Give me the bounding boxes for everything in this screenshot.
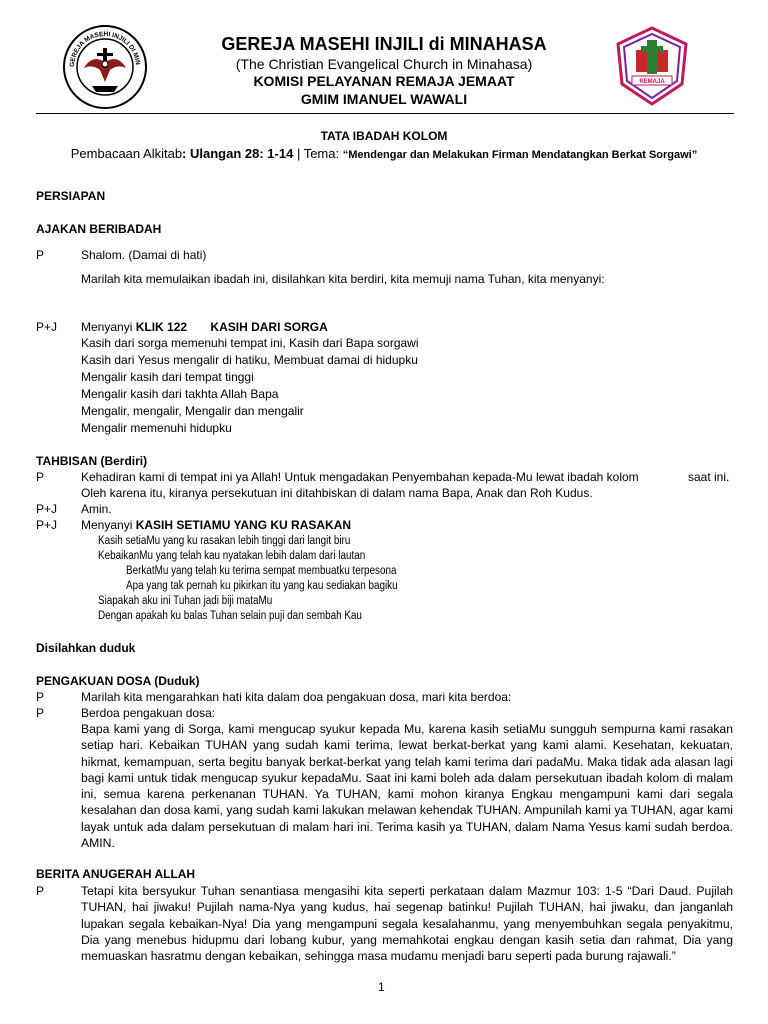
page-number: 1 — [378, 980, 385, 994]
pengakuan-line-2: Berdoa pengakuan dosa: — [81, 706, 216, 720]
tahbisan-line-2: Oleh karena itu, kiranya persekutuan ini ditahbiskan di dalam nama Bapa, Anak dan Roh Kudus. — [81, 486, 593, 500]
section-tahbisan: TAHBISAN (Berdiri) — [36, 454, 148, 468]
svg-text:GEREJA MASEHI INJILI DI MINAHA: GEREJA MASEHI INJILI DI MIN — [68, 30, 141, 68]
song-line: Kasih dari Yesus mengalir di hatiku, Membuat damai di hidupku — [81, 353, 418, 367]
reading-theme: “Mendengar dan Melakukan Firman Mendatangkan Berkat Sorgawi” — [342, 149, 698, 161]
role-label: P — [36, 884, 45, 898]
commission-name: KOMISI PELAYANAN REMAJA JEMAAT — [253, 73, 515, 89]
confession-prayer: Bapa kami yang di Sorga, kami mengucap syukur kepada Mu, karena kasih setiaMu sungguh sempurna kami rasakan setiap hari. Kebaikan TUHAN yang sudah kami terima, lewat berkat-berkat yang kami alami. Kesehatan, kekuatan, hikmat, kemampuan, serta begitu banyak berkat-berkat yang telah kami terima dari padaMu. Maka tidak ada alasan lagi bagi kami untuk tidak mengucap syukur kepadaMu. Saat ini kami boleh ada dalam persekutuan ibadah kolom di malam ini, semua karena perkenanan TUHAN. Ya TUHAN, kami mohon kiranya Engkau mengampuni kami dari segala kesalahan dan dosa kami, yang sudah kami lakukan melawan kehendak TUHAN. Ampunilah kami ya TUHAN, agar kami layak untuk ada dalam persekutuan di malam hari ini. Terima kasih ya TUHAN, dalam Nama Yesus kami sudah berdoa. AMIN. — [81, 722, 733, 851]
section-ajakan: AJAKAN BERIBADAH — [36, 222, 162, 236]
reading-colon: : — [182, 146, 190, 161]
section-berita: BERITA ANUGERAH ALLAH — [36, 867, 196, 881]
church-name-english: (The Christian Evangelical Church in Minahasa) — [235, 56, 533, 72]
role-label: P — [36, 248, 45, 262]
song2-heading — [81, 517, 351, 533]
tahbisan-line-1: Kehadiran kami di tempat ini ya Allah! Untuk mengadakan Penyembahan kepada-Mu lewat ibadah kolom — [81, 470, 639, 484]
role-label: P+J — [36, 518, 58, 532]
song-line: BerkatMu yang telah ku terima sempat membuatku terpesona — [126, 565, 397, 577]
congregation-name: GMIM IMANUEL WAWALI — [300, 91, 468, 107]
role-label: P — [36, 470, 45, 484]
document-title: TATA IBADAH KOLOM — [320, 129, 448, 143]
role-label: P — [36, 706, 45, 720]
song-title: KASIH DARI SORGA — [210, 320, 328, 334]
song-line: Mengalir, mengalir, Mengalir dan mengalir — [81, 404, 304, 418]
song-line: Mengalir kasih dari tempat tinggi — [81, 370, 254, 384]
header-divider — [36, 113, 734, 114]
reading-line — [0, 146, 768, 163]
ajakan-line-1: Shalom. (Damai di hati) — [81, 248, 207, 262]
song-line: Dengan apakah ku balas Tuhan selain puji dan sembah Kau — [98, 610, 362, 622]
section-persiapan: PERSIAPAN — [36, 189, 106, 203]
role-label: P+J — [36, 320, 58, 334]
pengakuan-line-1: Marilah kita mengarahkan hati kita dalam doa pengakuan dosa, mari kita berdoa: — [81, 690, 512, 704]
section-pengakuan: PENGAKUAN DOSA (Duduk) — [36, 674, 200, 688]
song-intro: Menyanyi — [81, 518, 136, 532]
role-label: P+J — [36, 502, 58, 516]
song-title: KASIH SETIAMU YANG KU RASAKAN — [135, 518, 352, 532]
song-line: Kasih dari sorga memenuhi tempat ini, Kasih dari Bapa sorgawi — [81, 336, 419, 350]
song-line: Kasih setiaMu yang ku rasakan lebih tinggi dari langit biru — [98, 535, 351, 547]
amin-response: Amin. — [81, 502, 112, 516]
reading-label: Pembacaan Alkitab — [70, 146, 183, 161]
reading-reference: Ulangan 28: 1-14 — [190, 146, 294, 161]
berita-text: Tetapi kita bersyukur Tuhan senantiasa mengasihi kita seperti perkataan dalam Mazmur 103: 1-5 “Dari Daud. Pujilah TUHAN, hai jiwaku! Pujilah nama-Nya yang kudus, hai segenap batinku! Pujilah TUHAN, hai jiwaku, dan janganlah lupakan segala kebaikan-Nya! Dia yang mengampuni segala kesalahanmu, yang menyembuhkan segala penyakitmu, Dia yang menebus hidupmu dari lobang kubur, yang memahkotai engkau dengan kasih setia dan rahmat, Dia yang memuaskan hasratmu dengan kebaikan, sehingga masa mudamu menjadi baru seperti pada burung rajawali.” — [81, 884, 733, 964]
church-name: GEREJA MASEHI INJILI di MINAHASA — [221, 34, 547, 54]
song-intro: Menyanyi — [81, 320, 136, 334]
tahbisan-line-1-end: saat ini. — [688, 470, 730, 484]
reading-separator: | Tema: — [293, 146, 343, 161]
role-label: P — [36, 690, 45, 704]
song-number: KLIK 122 — [135, 320, 188, 334]
song-line: Siapakah aku ini Tuhan jadi biji mataMu — [98, 595, 273, 607]
ajakan-line-2: Marilah kita memulaikan ibadah ini, disilahkan kita berdiri, kita memuji nama Tuhan, kita menyanyi: — [81, 272, 605, 286]
song-line: Mengalir memenuhi hidupku — [81, 421, 232, 435]
song1-heading — [81, 319, 328, 335]
svg-text:REMAJA: REMAJA — [639, 79, 665, 85]
instruction-duduk: Disilahkan duduk — [36, 641, 136, 655]
song-line: Apa yang tak pernah ku pikirkan itu yang kau sediakan bagiku — [126, 580, 398, 592]
song-line: KebaikanMu yang telah kau nyatakan lebih dalam dari lautan — [98, 550, 366, 562]
song-line: Mengalir kasih dari takhta Allah Bapa — [81, 387, 279, 401]
